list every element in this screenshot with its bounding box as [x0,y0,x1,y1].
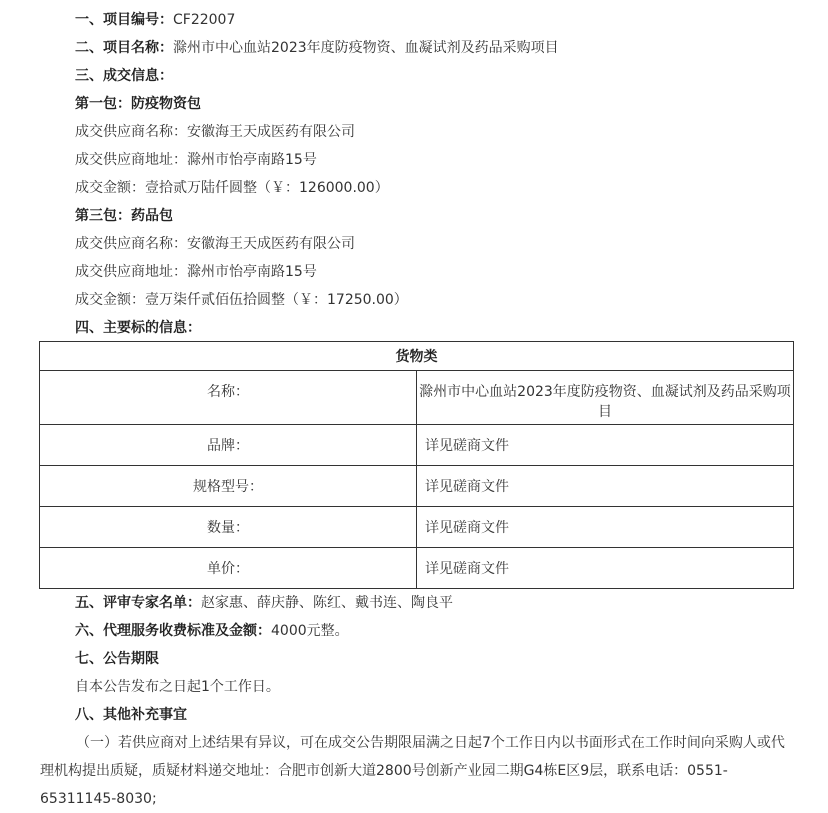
package-3-amount: 成交金额：壹万柒仟贰佰伍拾圆整（￥：17250.00） [75,292,408,308]
notice-period-text: 自本公告发布之日起1个工作日。 [75,679,280,695]
table-row [40,371,794,425]
package-1-supplier-address: 成交供应商地址：滁州市怡亭南路15号 [75,152,317,168]
table-value: 详见磋商文件 [417,507,794,548]
table-row [40,425,794,466]
table-label: 数量： [40,507,417,548]
project-number-line [75,10,235,30]
table-label: 名称： [40,371,417,425]
project-number-heading: 一、项目编号： [75,12,173,28]
package-3-heading: 第三包：药品包 [75,208,173,224]
table-value: 详见磋商文件 [417,466,794,507]
package-3-supplier-address: 成交供应商地址：滁州市怡亭南路15号 [75,264,317,280]
table-row [40,466,794,507]
project-name-value: 滁州市中心血站2023年度防疫物资、血凝试剂及药品采购项目 [173,40,559,56]
project-number-value: CF22007 [173,12,236,28]
project-name-heading: 二、项目名称： [75,40,173,56]
goods-table [39,341,794,589]
package-1-amount: 成交金额：壹拾贰万陆仟圆整（￥：126000.00） [75,180,389,196]
table-label: 单价： [40,548,417,589]
expert-list-heading: 五、评审专家名单： [75,595,201,611]
table-label: 规格型号： [40,466,417,507]
other-matters-paragraph: （一）若供应商对上述结果有异议，可在成交公告期限届满之日起7个工作日内以书面形式在工作时间向采购人或代理机构提出质疑，质疑材料递交地址：合肥市创新大道2800号创新产业园二期G4栋E区9层，联系电话：0551-65311145-8030; [40,735,785,807]
table-row [40,507,794,548]
table-value: 滁州市中心血站2023年度防疫物资、血凝试剂及药品采购项目 [417,371,794,425]
agency-fee-line [75,621,349,641]
main-subject-heading: 四、主要标的信息： [75,320,201,336]
table-value: 详见磋商文件 [417,548,794,589]
table-value: 详见磋商文件 [417,425,794,466]
other-matters-heading: 八、其他补充事宜 [75,707,187,723]
table-header-row [40,342,794,371]
package-1-supplier-name: 成交供应商名称：安徽海王天成医药有限公司 [75,124,355,140]
expert-list-line [75,593,453,613]
table-row [40,548,794,589]
package-1-heading: 第一包：防疫物资包 [75,96,201,112]
table-header-cell: 货物类 [40,342,794,371]
agency-fee-heading: 六、代理服务收费标准及金额： [75,623,271,639]
agency-fee-value: 4000元整。 [271,623,349,639]
project-name-line [75,38,559,58]
deal-info-heading: 三、成交信息： [75,68,173,84]
table-label: 品牌： [40,425,417,466]
expert-list-value: 赵家惠、薛庆静、陈红、戴书连、陶良平 [201,595,453,611]
notice-period-heading: 七、公告期限 [75,651,159,667]
package-3-supplier-name: 成交供应商名称：安徽海王天成医药有限公司 [75,236,355,252]
